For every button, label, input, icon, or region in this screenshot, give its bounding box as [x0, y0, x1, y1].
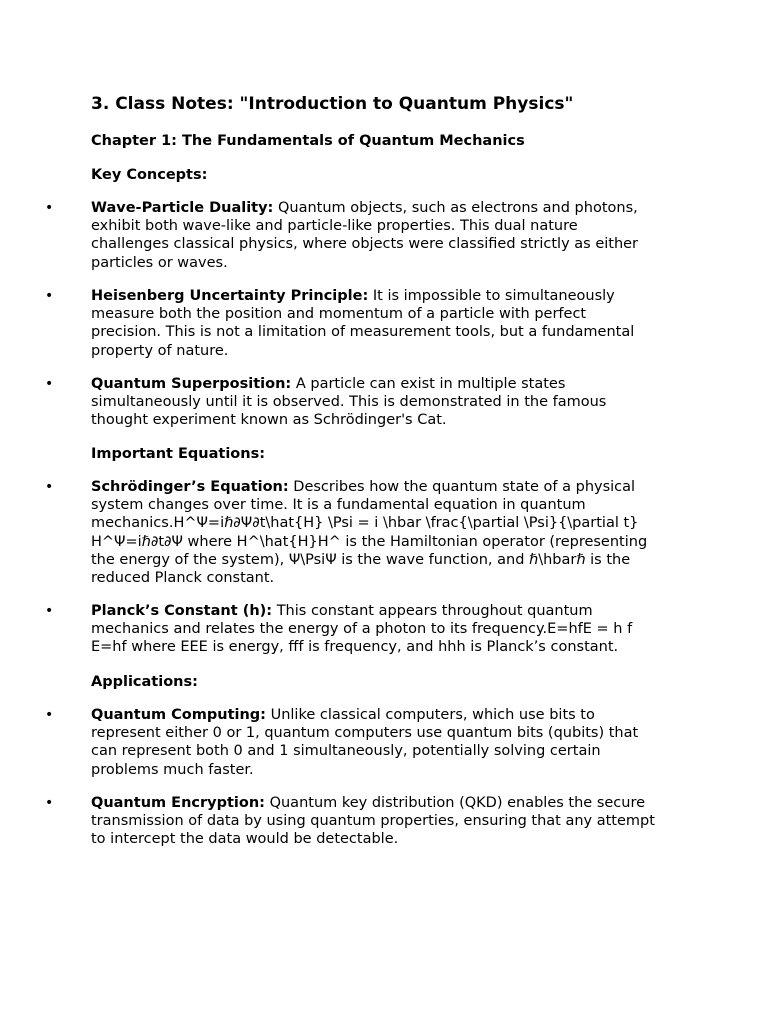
item-text: exhibit both wave-like and particle-like properties. This dual nature [91, 218, 578, 235]
item-term: Quantum Computing: [91, 707, 266, 723]
list-item [45, 706, 691, 779]
section-heading-applications: Applications: [91, 674, 198, 690]
item-text: measure both the position and momentum of a particle with perfect [91, 306, 587, 323]
bullet-glyph: • [45, 603, 54, 619]
item-text: H^Ψ=iℏ∂t∂Ψ where H^\hat{H}H^ is the Hamiltonian operator (representing [91, 533, 648, 550]
item-term: Quantum Superposition: [91, 376, 292, 392]
item-text: E=hf where EEE is energy, fff is frequency, and hhh is Planck’s constant. [91, 639, 619, 656]
item-text: thought experiment known as Schrödinger's Cat. [91, 412, 447, 429]
item-text: mechanics and relates the energy of a photon to its frequency.E=hfE = h f [91, 621, 633, 638]
item-first-line [91, 287, 691, 305]
item-term: Wave-Particle Duality: [91, 200, 274, 216]
item-first-line [91, 199, 691, 217]
item-text: particles or waves. [91, 254, 228, 271]
item-text: Quantum key distribution (QKD) enables the secure [264, 795, 646, 811]
item-first-line [91, 478, 691, 496]
item-text: problems much faster. [91, 761, 254, 778]
item-term: Schrödinger’s Equation: [91, 479, 289, 495]
section-heading-key-concepts: Key Concepts: [91, 167, 208, 183]
item-text: reduced Planck constant. [91, 570, 275, 587]
item-term: Planck’s Constant (h): [91, 603, 273, 619]
item-text: represent either 0 or 1, quantum computers use quantum bits (qubits) that [91, 725, 639, 742]
item-text: mechanics.H^Ψ=iℏ∂Ψ∂t\hat{H} \Psi = i \hbar \frac{\partial \Psi}{\partial t} [91, 515, 639, 532]
bullet-glyph: • [45, 479, 54, 495]
item-text: precision. This is not a limitation of measurement tools, but a fundamental [91, 324, 635, 341]
bullet-glyph: • [45, 200, 54, 216]
item-term: Heisenberg Uncertainty Principle: [91, 288, 369, 304]
item-text: system changes over time. It is a fundamental equation in quantum [91, 497, 586, 514]
list-item [45, 794, 691, 849]
item-text: simultaneously until it is observed. This is demonstrated in the famous [91, 394, 607, 411]
bullet-glyph: • [45, 707, 54, 723]
list-item [45, 602, 691, 657]
bullet-glyph: • [45, 288, 54, 304]
document-title: 3. Class Notes: "Introduction to Quantum Physics" [91, 94, 574, 114]
section-heading-important-equations: Important Equations: [91, 446, 266, 462]
item-term: Quantum Encryption: [91, 795, 265, 811]
item-text: It is impossible to simultaneously [368, 288, 615, 304]
list-item [45, 375, 691, 430]
item-text: Quantum objects, such as electrons and photons, [273, 200, 638, 216]
list-item [45, 287, 691, 360]
bullet-glyph: • [45, 376, 54, 392]
bullet-glyph: • [45, 795, 54, 811]
item-text: Describes how the quantum state of a physical [288, 479, 636, 495]
item-text: challenges classical physics, where objects were classified strictly as either [91, 236, 639, 253]
item-text: Unlike classical computers, which use bits to [265, 707, 595, 723]
item-text: A particle can exist in multiple states [291, 376, 566, 392]
item-first-line [91, 706, 691, 724]
item-first-line [91, 602, 691, 620]
item-first-line [91, 375, 691, 393]
list-item [45, 199, 691, 272]
item-text: transmission of data by using quantum properties, ensuring that any attempt [91, 813, 655, 830]
item-text: to intercept the data would be detectable. [91, 831, 399, 848]
chapter-heading: Chapter 1: The Fundamentals of Quantum Mechanics [91, 133, 525, 149]
item-first-line [91, 794, 691, 812]
item-text: the energy of the system), Ψ\PsiΨ is the wave function, and ℏ\hbarℏ is the [91, 551, 631, 568]
list-item [45, 478, 691, 587]
item-text: property of nature. [91, 342, 229, 359]
item-text: This constant appears throughout quantum [272, 603, 593, 619]
item-text: can represent both 0 and 1 simultaneously, potentially solving certain [91, 743, 601, 760]
